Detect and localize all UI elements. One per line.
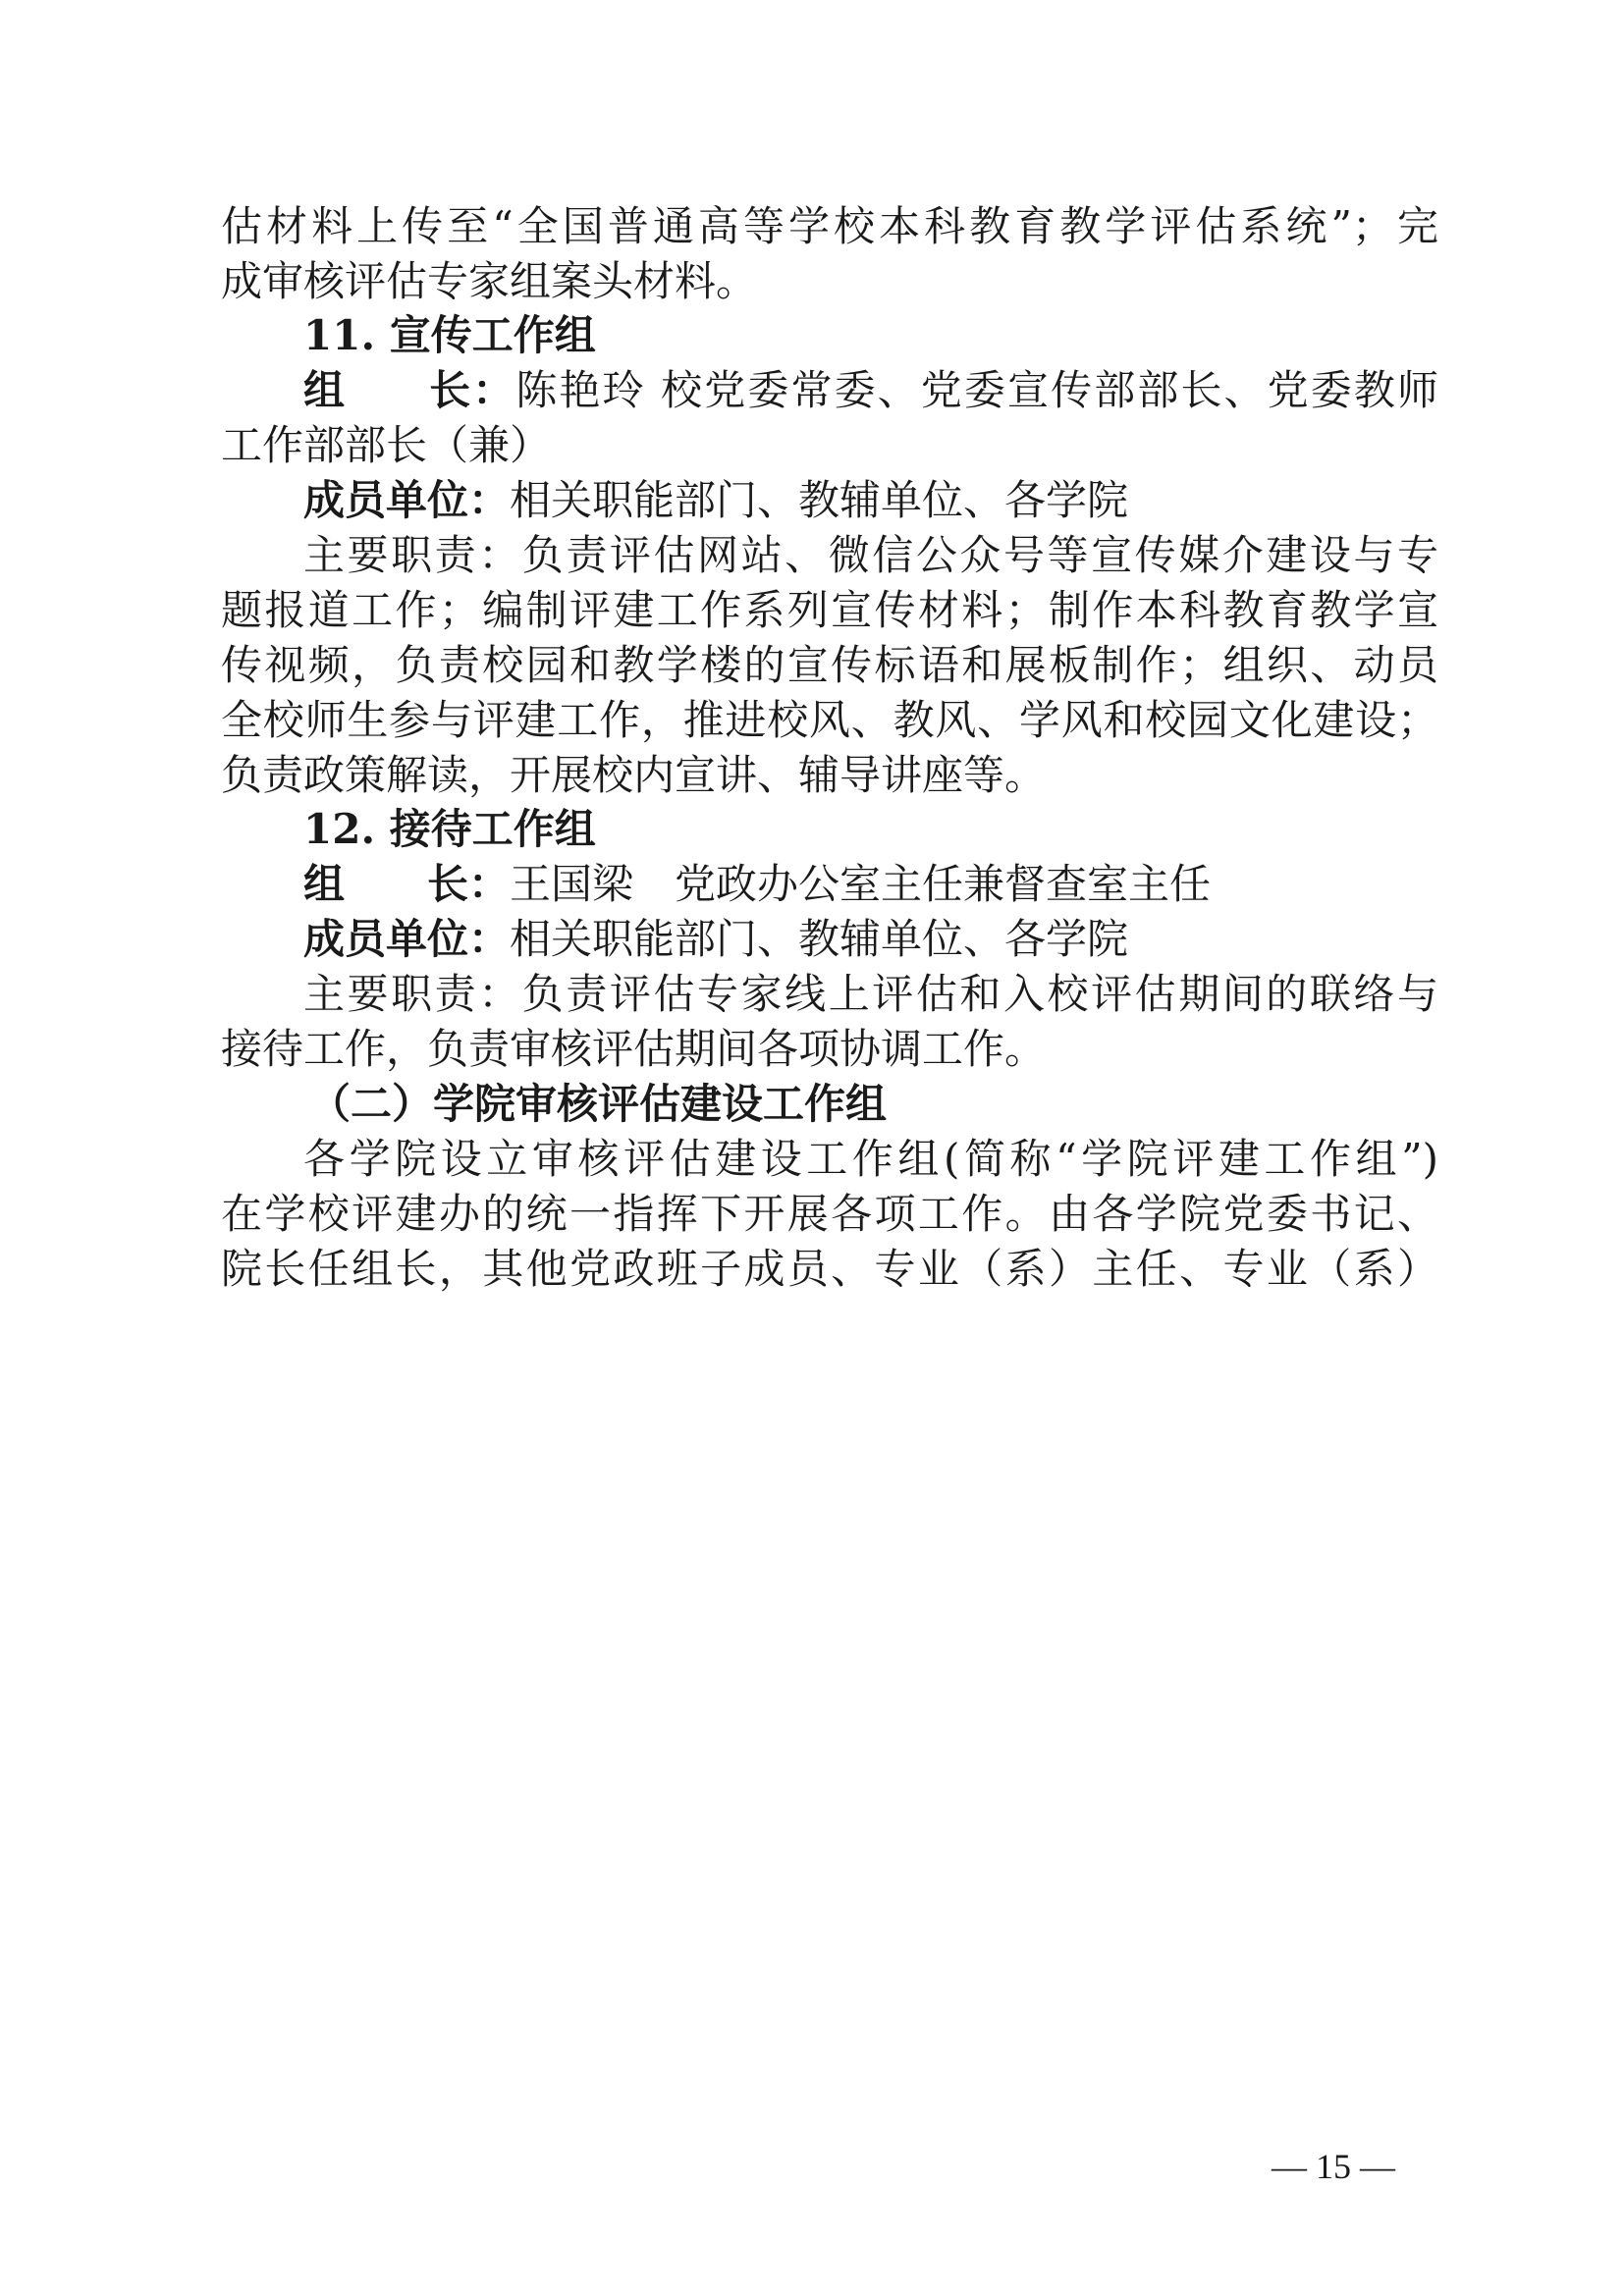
leader-line xyxy=(303,363,1438,418)
paragraph-line: 主要职责：负责评估专家线上评估和入校评估期间的联络与 xyxy=(303,970,1438,1018)
leader-label-char: 组 xyxy=(303,860,346,908)
paragraph-line: 在学校评建办的统一指挥下开展各项工作。由各学院党委书记、 xyxy=(221,1190,1438,1238)
paragraph-line: 接待工作，负责审核评估期间各项协调工作。 xyxy=(221,1025,1047,1073)
section-heading-11: 11. 宣传工作组 xyxy=(303,311,596,359)
paragraph-line: 传视频，负责校园和教学楼的宣传标语和展板制作；组织、动员 xyxy=(221,641,1438,689)
members-text: 相关职能部门、教辅单位、各学院 xyxy=(510,915,1129,963)
paragraph-line: 负责政策解读，开展校内宣讲、辅导讲座等。 xyxy=(221,751,1047,799)
members-label: 成员单位： xyxy=(303,915,511,963)
members-line xyxy=(303,912,1438,967)
paragraph-line: 全校师生参与评建工作，推进校风、教风、学风和校园文化建设； xyxy=(221,696,1438,744)
paragraph-line: 院长任组长，其他党政班子成员、专业（系）主任、专业（系） xyxy=(221,1245,1438,1293)
leader-text: 王国梁 党政办公室主任兼督查室主任 xyxy=(510,860,1212,908)
leader-label-char: 长： xyxy=(427,860,511,908)
paragraph-line: 各学院设立审核评估建设工作组(简称“学院评建工作组”) xyxy=(303,1135,1438,1183)
leader-label-char: 组 xyxy=(303,366,346,414)
page-number: — 15 — xyxy=(1272,2147,1395,2186)
members-line xyxy=(303,473,1438,528)
subsection-heading: （二）学院审核评估建设工作组 xyxy=(309,1080,888,1128)
section-heading-12: 12. 接待工作组 xyxy=(303,805,596,853)
leader-label-char: 长： xyxy=(427,366,516,414)
leader-line xyxy=(303,857,1438,912)
members-label: 成员单位： xyxy=(303,476,511,524)
members-text: 相关职能部门、教辅单位、各学院 xyxy=(510,476,1129,524)
paragraph-line: 估材料上传至“全国普通高等学校本科教育教学评估系统”；完 xyxy=(221,202,1438,250)
paragraph-line: 主要职责：负责评估网站、微信公众号等宣传媒介建设与专 xyxy=(303,531,1438,579)
paragraph-line: 题报道工作；编制评建工作系列宣传材料；制作本科教育教学宣 xyxy=(221,586,1438,634)
paragraph-line: 成审核评估专家组案头材料。 xyxy=(221,257,758,305)
paragraph-line: 工作部部长（兼） xyxy=(221,421,552,469)
leader-text: 陈艳玲 校党委常委、党委宣传部部长、党委教师 xyxy=(515,366,1438,414)
